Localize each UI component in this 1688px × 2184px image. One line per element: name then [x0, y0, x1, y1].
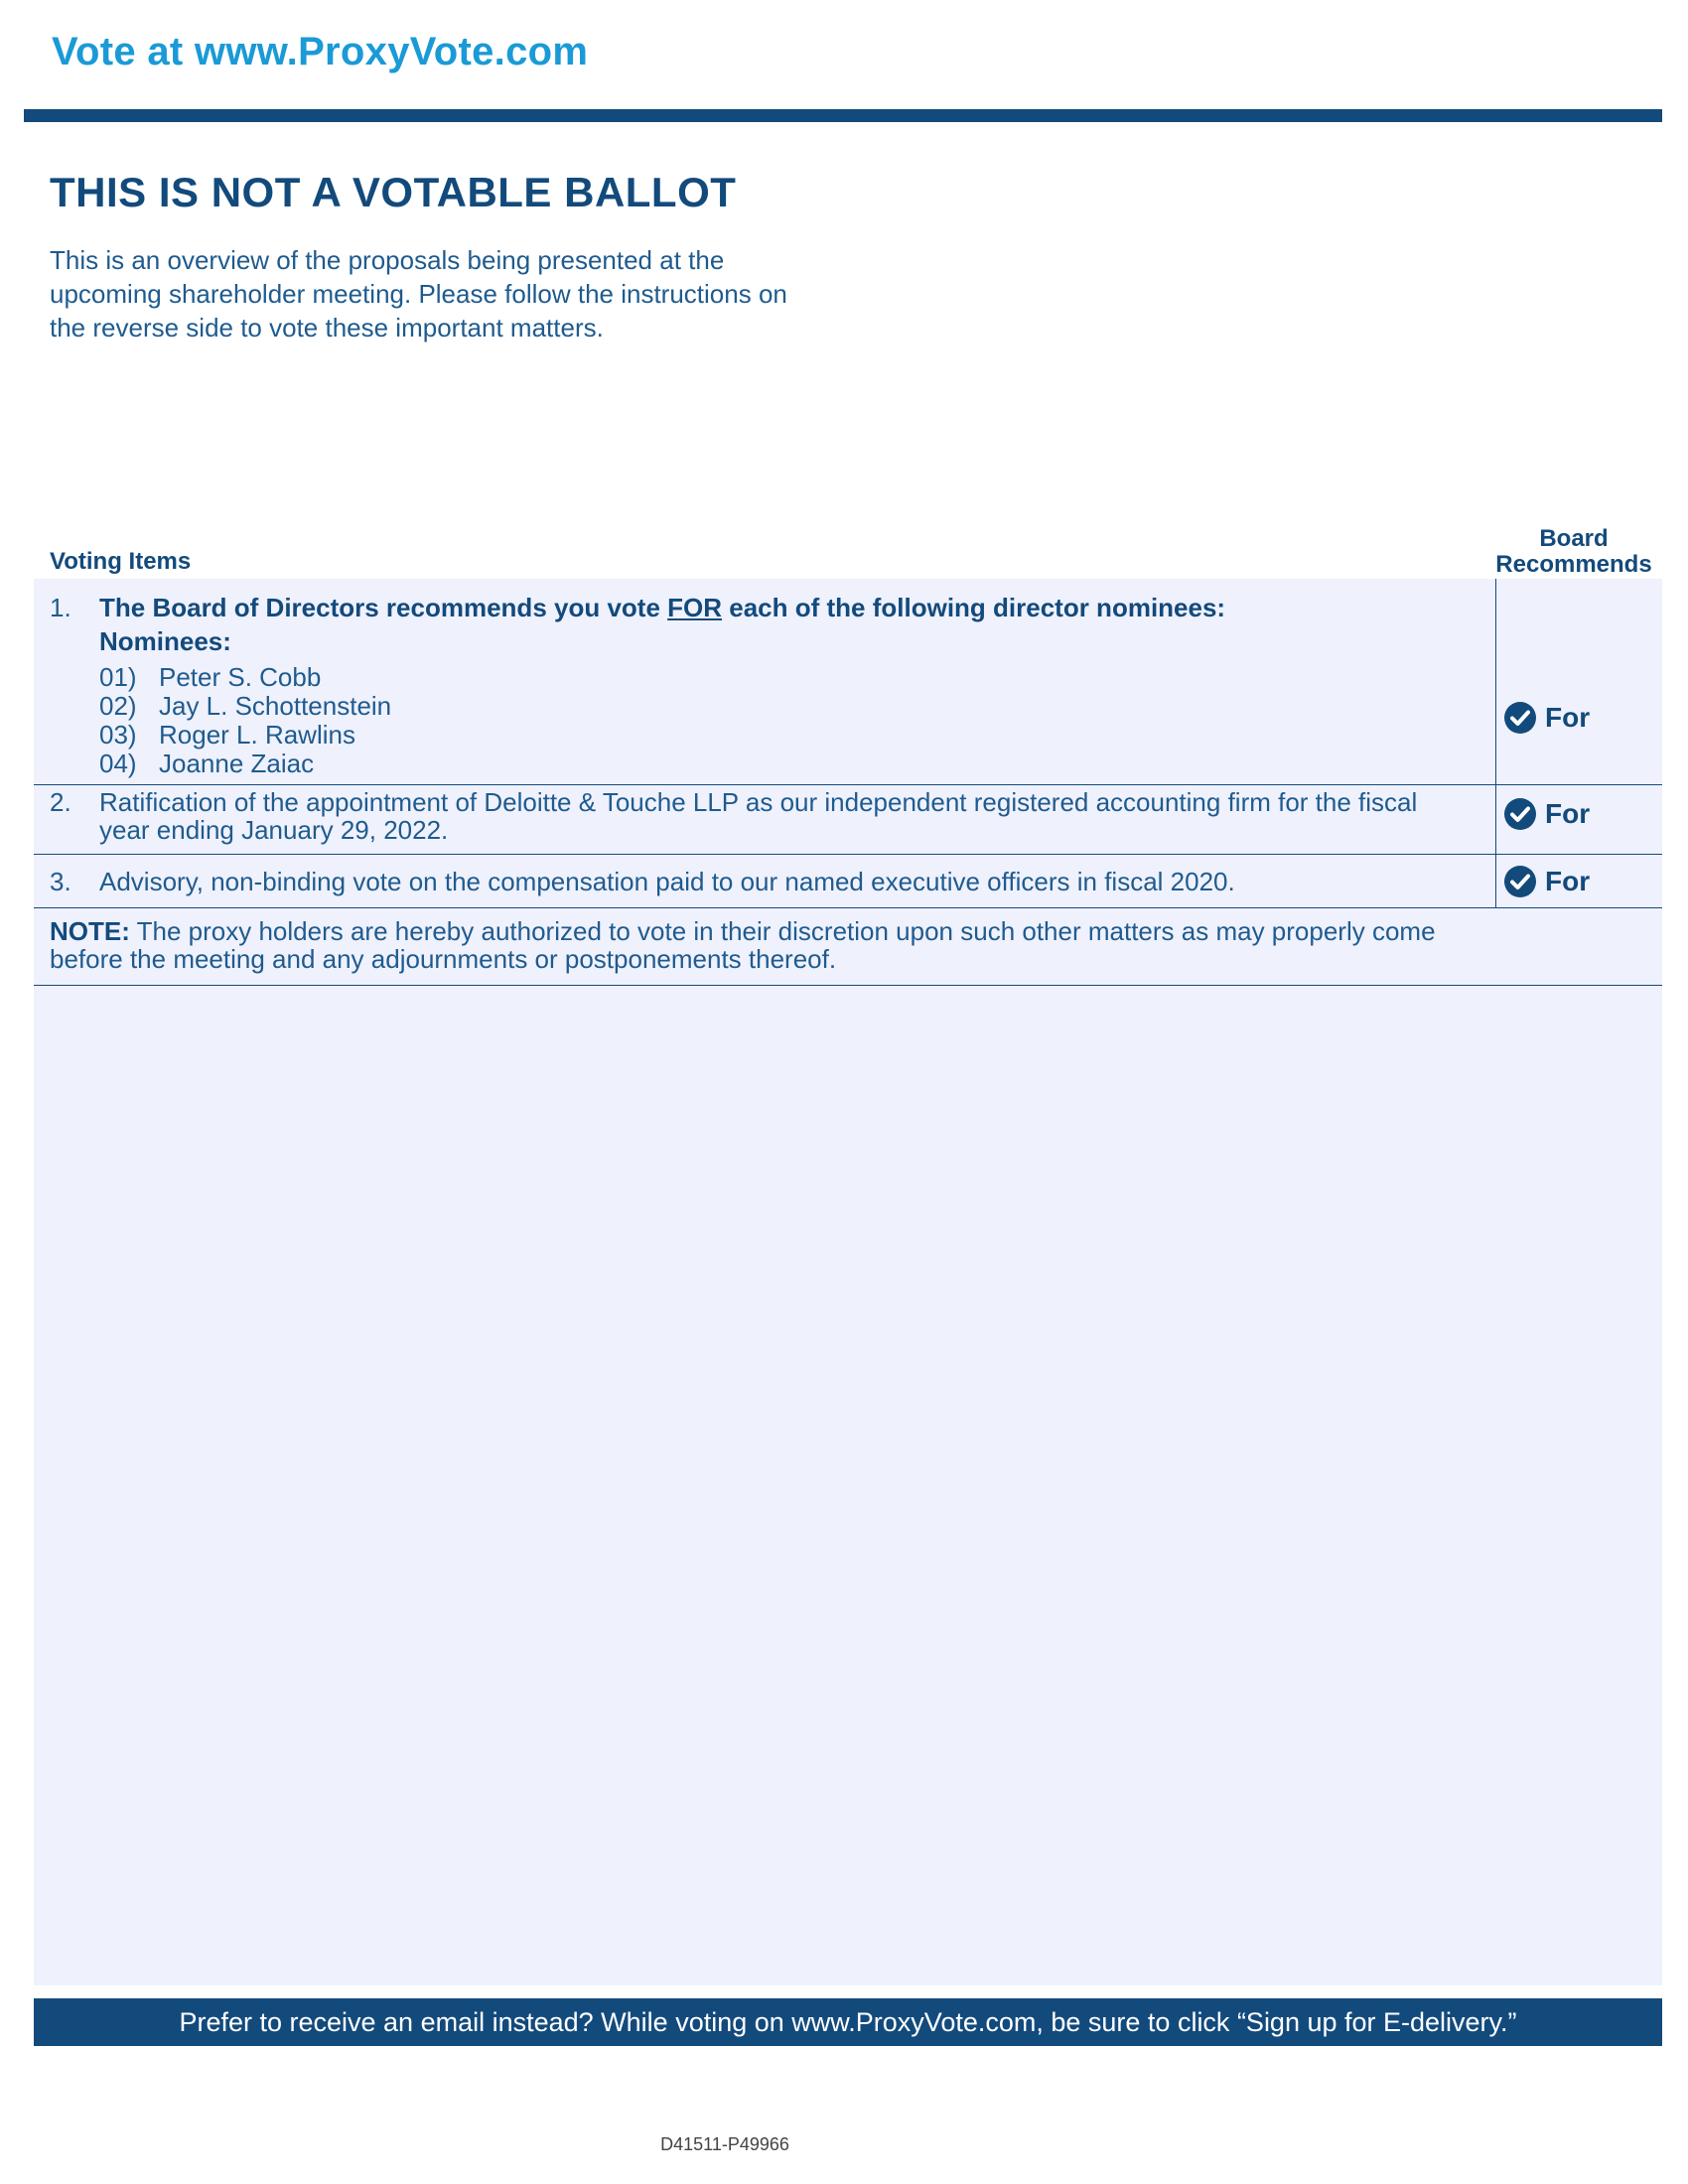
nominee-name: Joanne Zaiac: [159, 749, 315, 778]
nominee-name: Roger L. Rawlins: [159, 720, 355, 750]
row-divider: [34, 784, 1662, 785]
heading-text: each of the following director nominees:: [722, 593, 1226, 622]
board-label-line: Board: [1539, 525, 1609, 552]
row-divider: [34, 985, 1662, 986]
recommendation-text: For: [1545, 798, 1591, 829]
nominee-name: Peter S. Cobb: [159, 662, 322, 692]
item-number: 3.: [50, 867, 71, 896]
intro-line: upcoming shareholder meeting. Please follow the instructions on: [50, 279, 787, 309]
proxy-note: [50, 917, 1489, 973]
nominee-number: 02): [99, 691, 137, 721]
item-body: [99, 594, 1489, 778]
list-item: [99, 721, 1489, 750]
recommendation-text: For: [1545, 866, 1591, 896]
check-circle-icon: [1503, 701, 1537, 735]
item-number: 2.: [50, 787, 71, 817]
note-line: [50, 917, 1489, 945]
nominee-number: 03): [99, 720, 137, 750]
voting-items-header: Voting Items: [50, 548, 192, 575]
list-item: [99, 663, 1489, 692]
recommendation-text: For: [1545, 702, 1591, 733]
header-rule: [24, 109, 1662, 122]
recommendation-item-1: [1503, 700, 1590, 736]
proxyvote-header-title: Vote at www.ProxyVote.com: [52, 30, 589, 73]
note-line: before the meeting and any adjournments or postponements thereof.: [50, 944, 837, 974]
banner-text: Prefer to receive an email instead? While voting on www.ProxyVote.com, be sure to click “Sign up for E-delivery.”: [179, 2006, 1517, 2037]
note-label: NOTE:: [50, 916, 130, 946]
intro-paragraph: [50, 243, 844, 344]
nominees-label: Nominees:: [99, 626, 231, 656]
note-text: The proxy holders are hereby authorized to vote in their discretion upon such other matters as may properly come: [129, 916, 1436, 946]
document-code: D41511-P49966: [660, 2134, 789, 2154]
intro-line: This is an overview of the proposals being presented at the: [50, 245, 725, 275]
check-circle-icon: [1503, 865, 1537, 898]
item-text-line: year ending January 29, 2022.: [99, 815, 449, 845]
nominee-number: 04): [99, 749, 137, 778]
item-text-line: Ratification of the appointment of Deloitte & Touche LLP as our independent registered accounting firm for the fiscal: [99, 787, 1418, 817]
intro-line: the reverse side to vote these important matters.: [50, 313, 604, 342]
nominee-number: 01): [99, 662, 137, 692]
item-1-heading: [99, 594, 1489, 621]
item-text-line: Advisory, non-binding vote on the compensation paid to our named executive officers in fiscal 2020.: [99, 867, 1235, 896]
e-delivery-banner: [34, 1998, 1662, 2046]
row-divider: [34, 907, 1662, 908]
list-item: [99, 750, 1489, 778]
list-item: [99, 692, 1489, 721]
nominee-name: Jay L. Schottenstein: [159, 691, 392, 721]
item-number: 1.: [50, 593, 71, 622]
recommendation-item-3: [1503, 864, 1590, 899]
heading-for-underlined: FOR: [667, 593, 723, 622]
column-divider: [1495, 579, 1496, 908]
item-body: [99, 868, 1499, 895]
board-recommends-header: [1494, 526, 1653, 578]
check-circle-icon: [1503, 797, 1537, 831]
item-body: [99, 788, 1499, 844]
nominee-list: [99, 663, 1489, 778]
recommendation-item-2: [1503, 796, 1590, 832]
board-label-line: Recommends: [1495, 551, 1652, 578]
heading-text: The Board of Directors recommends you vote: [99, 593, 668, 622]
page-title: THIS IS NOT A VOTABLE BALLOT: [50, 169, 737, 215]
row-divider: [34, 854, 1662, 855]
